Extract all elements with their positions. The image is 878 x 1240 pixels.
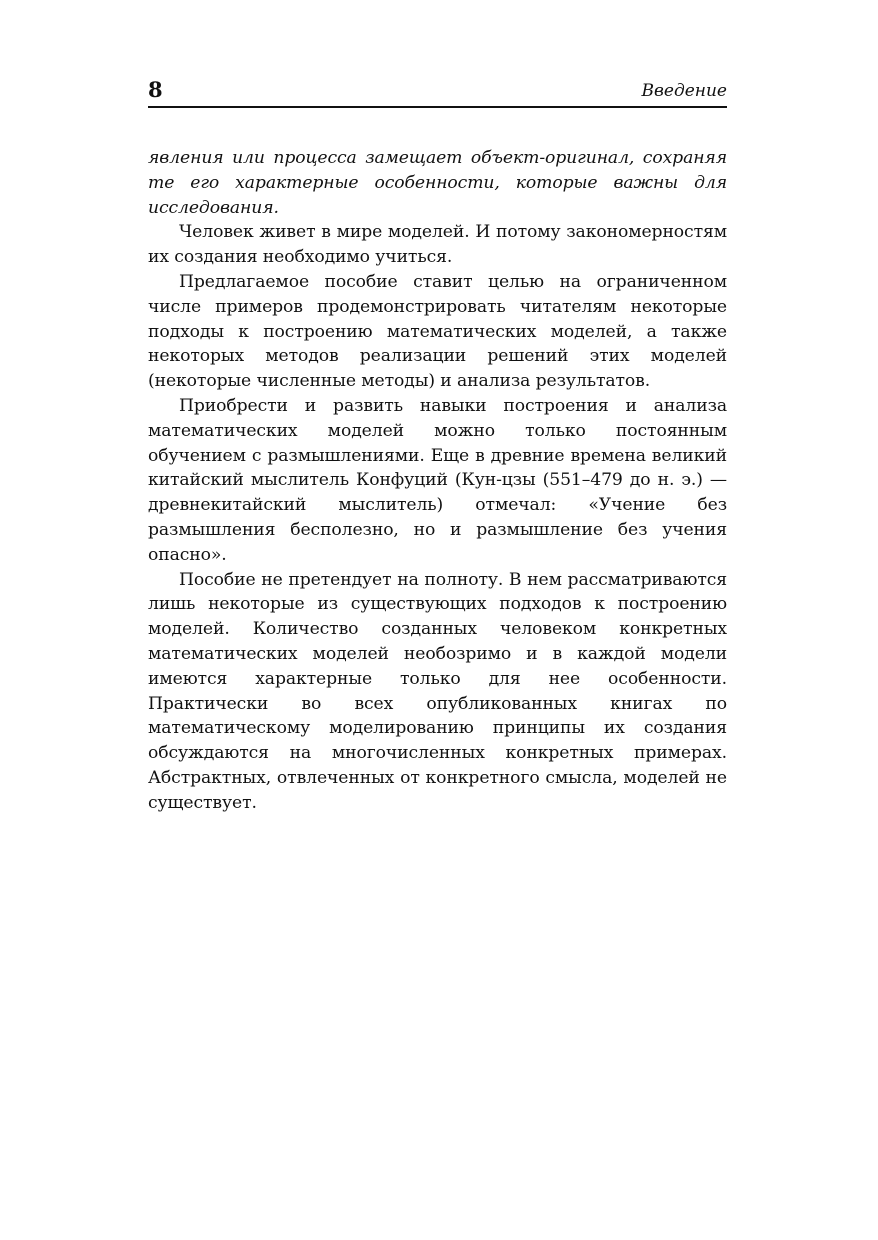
body-text (148, 146, 727, 816)
paragraph: Приобрести и развить навыки построения и анализа математических моделей можно только постоянным обучением с размышлениями. Еще в древние времена великий китайский мыслитель Конфуций (Кун-цзы (551–479 до н. э.) — древнекитайский мыслитель) отмечал: «Учение без размышления бесполезно, но и размышление без учения опасно». (148, 395, 727, 565)
section-title: Введение (641, 81, 727, 101)
page-number: 8 (148, 77, 163, 102)
paragraph: Человек живет в мире моделей. И потому закономерностям их создания необходимо учиться. (148, 222, 727, 268)
running-header (148, 78, 727, 108)
paragraph: Предлагаемое пособие ставит целью на ограниченном числе примеров продемонстрировать читателям некоторые подходы к построению математических моделей, а также некоторых методов реализации решений этих моделей (некоторые численные методы) и анализа результатов. (148, 271, 727, 392)
paragraph: Пособие не претендует на полноту. В нем рассматриваются лишь некоторые из существующих подходов к построению моделей. Количество созданных человеком конкретных математических моделей необозримо и в каждой модели имеются характерные только для нее особенности. Практически во всех опубликованных книгах по математическому моделированию принципы их создания обсуждаются на многочисленных конкретных примерах. Абстрактных, отвлеченных от конкретного смысла, моделей не существует. (148, 569, 727, 813)
paragraph-continuation: явления или процесса замещает объект-оригинал, сохраняя те его характерные особенности, которые важны для исследования. (148, 148, 727, 218)
